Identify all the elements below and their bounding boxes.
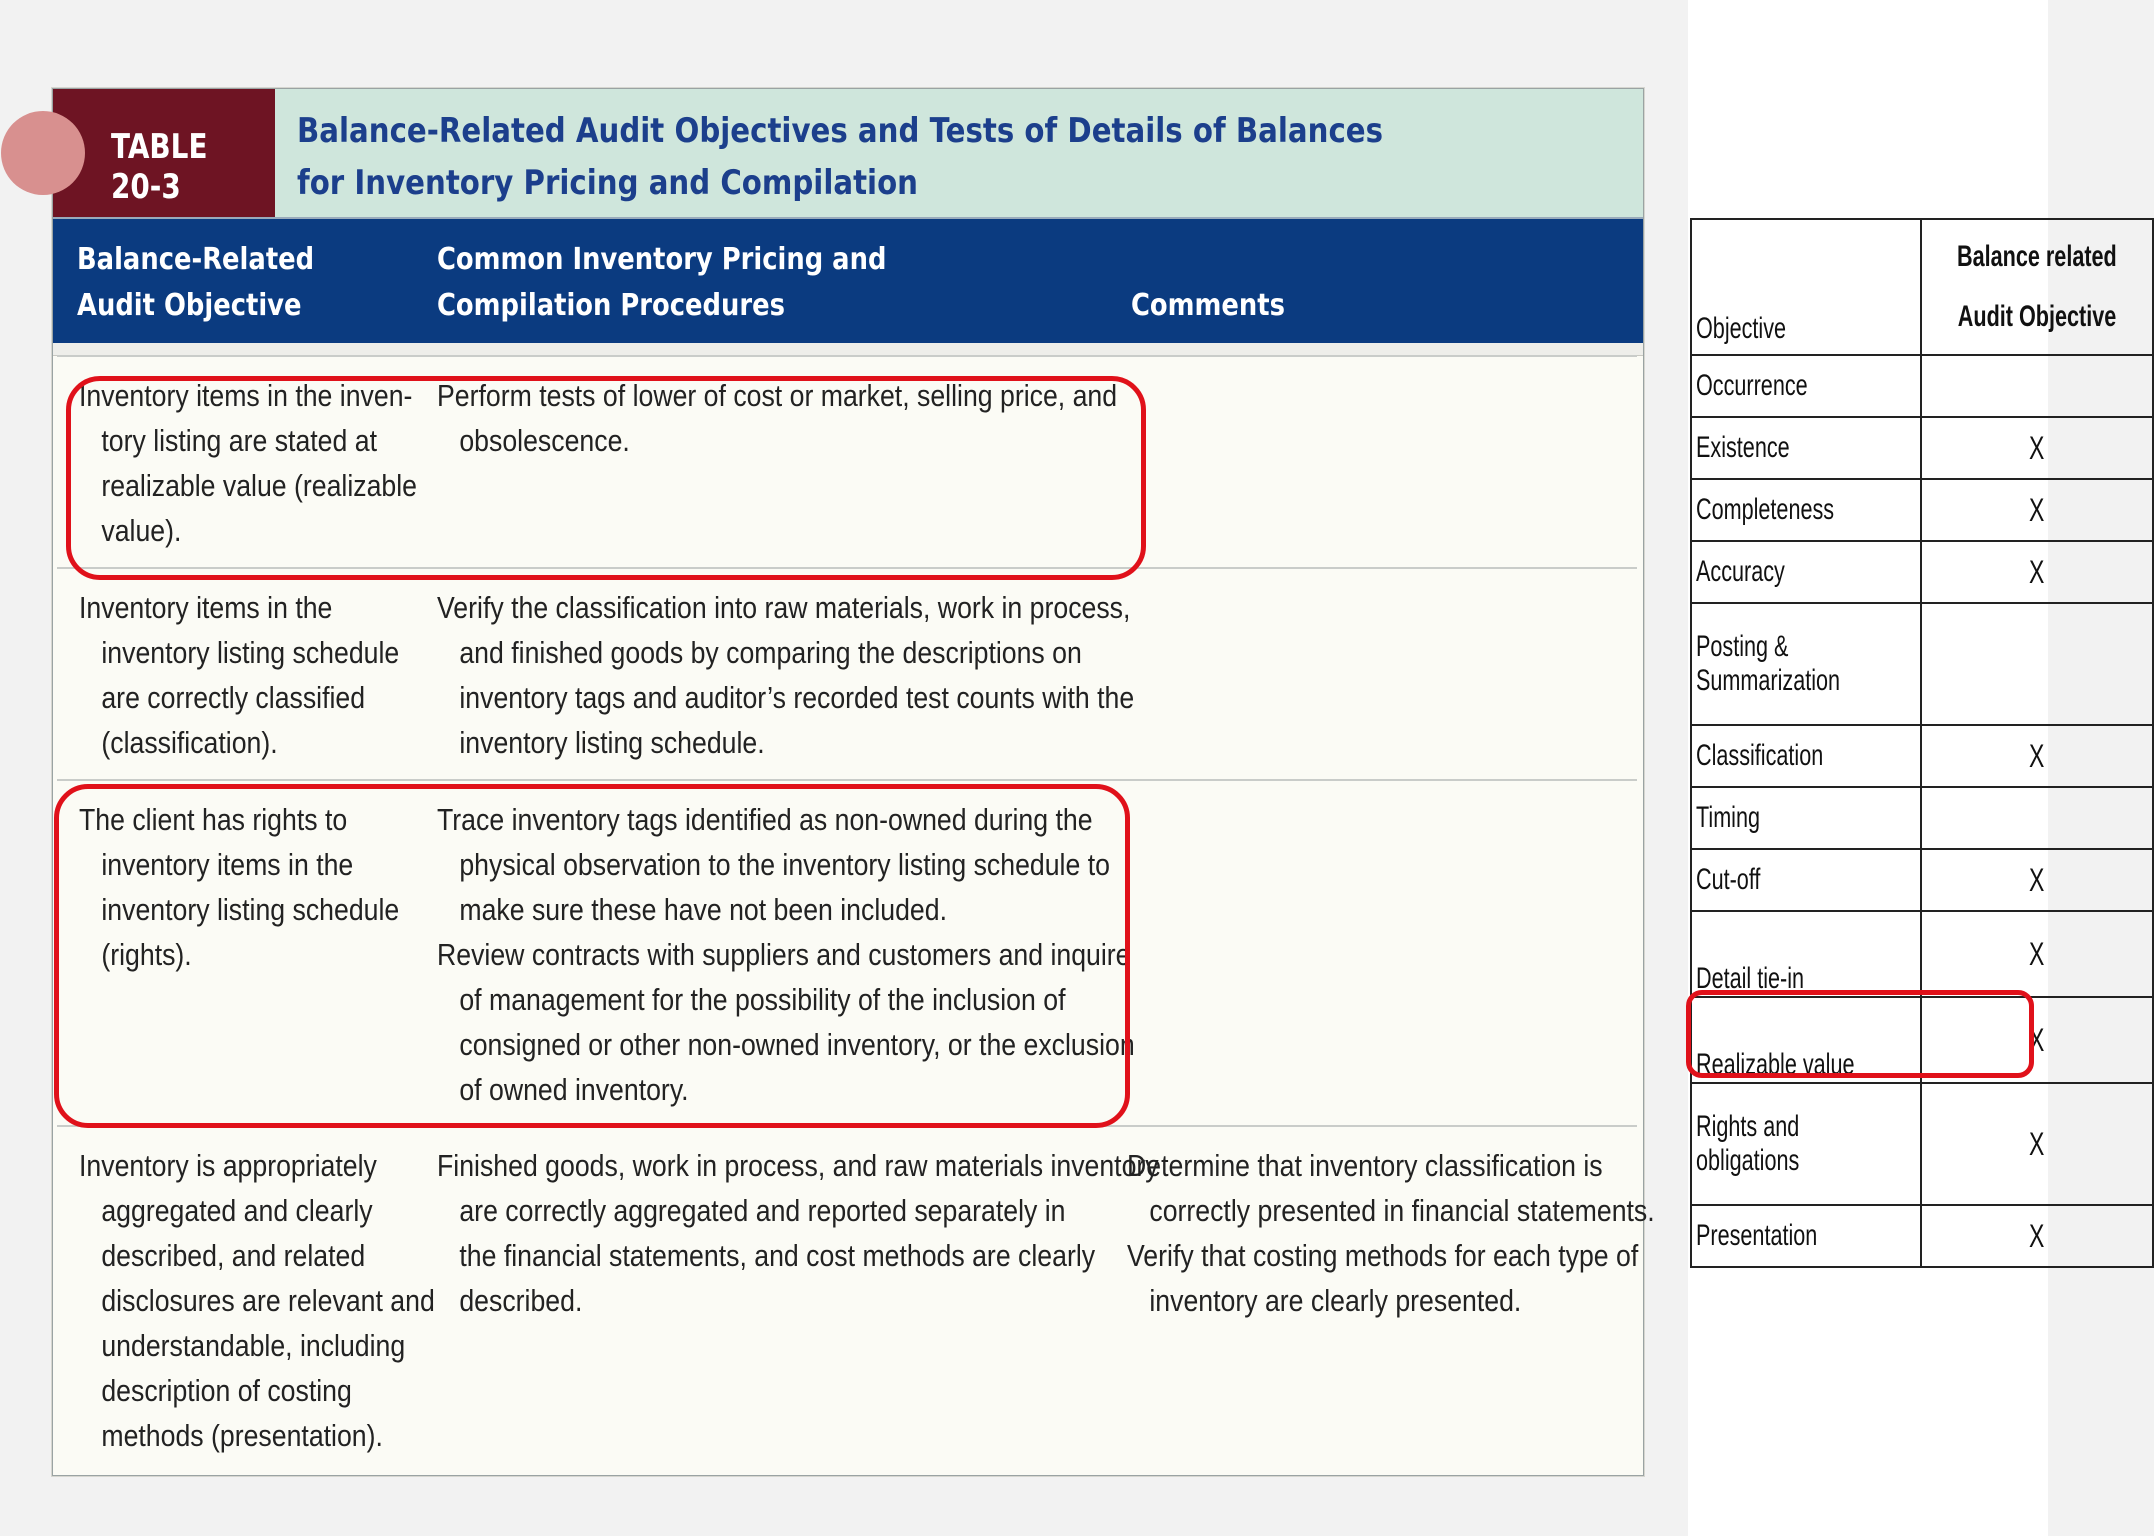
checklist-mark [1921, 849, 2153, 911]
column-header-row [53, 219, 1643, 343]
checklist-row [1691, 997, 2153, 1083]
checklist-mark [1921, 1083, 2153, 1205]
comment-line: Verify that costing methods for each type of [1127, 1238, 1639, 1273]
procedure-line: of owned inventory. [459, 1072, 689, 1107]
objective-line: aggregated and clearly [101, 1193, 373, 1228]
table-row [57, 1125, 1655, 1473]
checklist-header-line2: Audit Objective [1957, 300, 2117, 333]
checklist-mark [1921, 541, 2153, 603]
checklist-objective [1691, 911, 1921, 997]
checklist-objective [1691, 355, 1921, 417]
comment-line: inventory are clearly presented. [1149, 1283, 1522, 1318]
procedure-line: physical observation to the inventory listing schedule to [459, 847, 1110, 882]
checklist-row [1691, 1083, 2153, 1205]
objective-line: tory listing are stated at [101, 423, 377, 458]
checklist-row [1691, 725, 2153, 787]
checklist-objective [1691, 725, 1921, 787]
checklist-objective-text: Realizable value [1696, 1048, 1855, 1081]
objective-line: described, and related [101, 1238, 366, 1273]
checklist-objective-text: Existence [1696, 431, 1790, 464]
checklist-mark-x: X [2029, 1217, 2045, 1254]
checklist-mark-x: X [2029, 491, 2045, 528]
procedure-line: inventory listing schedule. [459, 725, 765, 760]
checklist-mark-x: X [2029, 737, 2045, 774]
column-header-comments: Comments [1131, 288, 1285, 323]
checklist-mark [1921, 417, 2153, 479]
procedure-cell [437, 373, 1118, 463]
checklist-mark [1921, 355, 2153, 417]
procedure-line: Verify the classification into raw materials, work in process, [437, 590, 1131, 625]
objective-line: Inventory items in the [79, 590, 333, 625]
checklist-objective-text: Classification [1696, 739, 1824, 772]
checklist-objective [1691, 479, 1921, 541]
checklist-mark-x: X [2029, 1021, 2045, 1058]
objective-line: understandable, including [101, 1328, 406, 1363]
checklist-row [1691, 479, 2153, 541]
checklist-header-line1: Balance related [1957, 240, 2117, 273]
objective-line: disclosures are relevant and [101, 1283, 435, 1318]
procedure-line: make sure these have not been included. [459, 892, 947, 927]
procedure-cell [437, 797, 1135, 1112]
checklist-mark-x: X [2029, 1125, 2045, 1162]
procedure-cell [437, 585, 1135, 765]
objective-line: (rights). [101, 937, 192, 972]
checklist-objective-text: Summarization [1696, 664, 1841, 697]
checklist-objective [1691, 1083, 1921, 1205]
objective-line: Inventory is appropriately [79, 1148, 377, 1183]
objective-line: inventory listing schedule [101, 892, 400, 927]
procedure-line: Finished goods, work in process, and raw materials inventory [437, 1148, 1159, 1183]
checklist-objective-text: Rights and [1696, 1110, 1800, 1143]
objective-cell [79, 797, 400, 977]
procedure-line: Perform tests of lower of cost or market, selling price, and [437, 378, 1118, 413]
checklist-objective-text: obligations [1696, 1144, 1800, 1177]
checklist-mark-x: X [2029, 553, 2045, 590]
checklist-row [1691, 541, 2153, 603]
objective-cell [79, 1143, 435, 1458]
table-number-badge [53, 89, 275, 217]
objective-line: Inventory items in the inven- [79, 378, 413, 413]
column-header-objective-line2: Audit Objective [77, 288, 302, 323]
objective-checklist-table [1690, 218, 2117, 1268]
table-row [57, 567, 1637, 779]
checklist-row [1691, 355, 2153, 417]
procedure-line: the financial statements, and cost methods are clearly [459, 1238, 1096, 1273]
checklist-objective-text: Detail tie-in [1696, 962, 1805, 995]
procedure-line: Trace inventory tags identified as non-owned during the [437, 802, 1093, 837]
checklist-header-row [1691, 219, 2153, 355]
comment-line: Determine that inventory classification is [1127, 1148, 1603, 1183]
checklist-objective-text: Accuracy [1696, 555, 1785, 588]
checklist-objective [1691, 541, 1921, 603]
checklist-mark [1921, 1205, 2153, 1267]
checklist-objective-text: Posting & [1696, 630, 1789, 663]
column-header-objective-line1: Balance-Related [77, 242, 315, 277]
checklist-objective [1691, 997, 1921, 1083]
checklist-mark [1921, 603, 2153, 725]
checklist-header-objective [1691, 219, 1921, 355]
objective-line: description of costing [101, 1373, 352, 1408]
checklist-objective-text: Cut-off [1696, 863, 1761, 896]
procedure-line: and finished goods by comparing the descriptions on [459, 635, 1082, 670]
objective-line: realizable value (realizable [101, 468, 418, 503]
checklist-objective [1691, 1205, 1921, 1267]
checklist-objective [1691, 417, 1921, 479]
badge-circle [1, 111, 85, 195]
objective-cell [79, 585, 400, 765]
objective-line: inventory listing schedule [101, 635, 400, 670]
procedure-line: of management for the possibility of the inclusion of [459, 982, 1066, 1017]
objective-checklist [1690, 218, 2154, 1268]
objective-line: value). [101, 513, 182, 548]
procedure-cell [437, 1143, 1159, 1323]
checklist-mark-x: X [2029, 935, 2045, 972]
objective-line: methods (presentation). [101, 1418, 383, 1453]
checklist-mark-x: X [2029, 429, 2045, 466]
procedure-line: Review contracts with suppliers and customers and inquire [437, 937, 1131, 972]
checklist-mark [1921, 725, 2153, 787]
procedure-line: described. [459, 1283, 583, 1318]
table-row [57, 779, 1637, 1125]
checklist-objective-text: Presentation [1696, 1219, 1818, 1252]
checklist-objective [1691, 787, 1921, 849]
checklist-objective [1691, 849, 1921, 911]
table-caption [53, 89, 1643, 219]
checklist-row [1691, 417, 2153, 479]
table-title [297, 105, 1415, 209]
checklist-mark [1921, 787, 2153, 849]
table-number: TABLE 20-3 [111, 127, 208, 207]
checklist-row [1691, 1205, 2153, 1267]
objective-line: inventory items in the [101, 847, 354, 882]
table-title-line2: for Inventory Pricing and Compilation [297, 163, 918, 203]
checklist-mark [1921, 479, 2153, 541]
column-header-procedures-line2: Compilation Procedures [437, 288, 785, 323]
checklist-objective-text: Timing [1696, 801, 1761, 834]
audit-table [52, 88, 1655, 1476]
procedure-line: inventory tags and auditor’s recorded test counts with the [459, 680, 1135, 715]
procedure-line: obsolescence. [459, 423, 630, 458]
table-title-line1: Balance-Related Audit Objectives and Tests of Details of Balances [297, 111, 1384, 151]
objective-cell [79, 373, 418, 553]
checklist-objective [1691, 603, 1921, 725]
checklist-mark [1921, 911, 2153, 997]
checklist-objective-text: Occurrence [1696, 369, 1808, 402]
checklist-row [1691, 911, 2153, 997]
table-row [57, 355, 1637, 567]
objective-line: (classification). [101, 725, 278, 760]
column-header-procedures [437, 237, 919, 329]
checklist-row [1691, 849, 2153, 911]
column-header-objective [77, 237, 387, 329]
column-header-procedures-line1: Common Inventory Pricing and [437, 242, 887, 277]
objective-line: The client has rights to [79, 802, 348, 837]
checklist-objective-text: Completeness [1696, 493, 1835, 526]
checklist-mark-x: X [2029, 861, 2045, 898]
checklist-row [1691, 603, 2153, 725]
checklist-header-objective-text: Objective [1696, 312, 1787, 345]
checklist-mark [1921, 997, 2153, 1083]
checklist-row [1691, 787, 2153, 849]
objective-line: are correctly classified [101, 680, 366, 715]
procedure-line: consigned or other non-owned inventory, or the exclusion [459, 1027, 1135, 1062]
checklist-header-audit-objective [1921, 219, 2153, 355]
procedure-line: are correctly aggregated and reported separately in [459, 1193, 1066, 1228]
comment-line: correctly presented in financial statements. [1149, 1193, 1655, 1228]
comment-cell [1127, 1143, 1655, 1323]
